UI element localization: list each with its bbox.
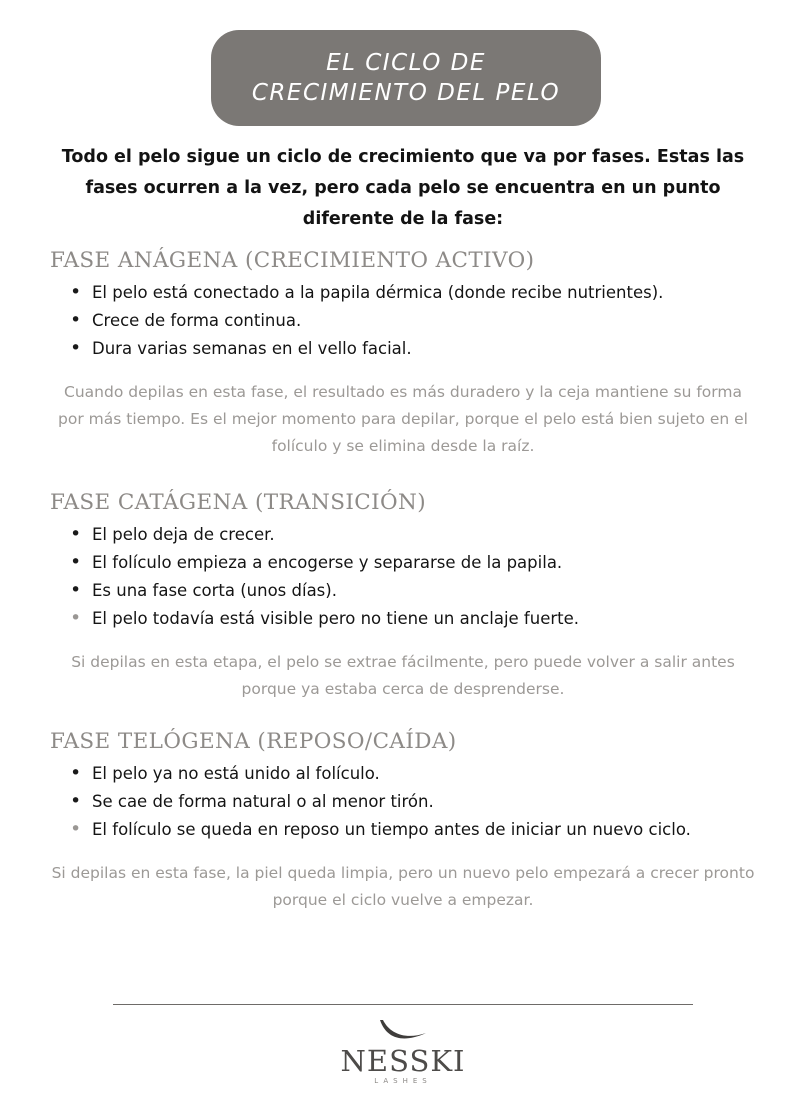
phases-container xyxy=(0,248,806,914)
list-item: • Es una fase corta (unos días). xyxy=(70,577,806,605)
phase-bullet-list xyxy=(0,521,806,633)
phase-note: Cuando depilas en esta fase, el resultado es más duradero y la ceja mantiene su forma por más tiempo. Es el mejor momento para depilar, porque el pelo está bien sujeto en el folículo y se elimina desde la raíz. xyxy=(58,383,748,455)
list-item: • Crece de forma continua. xyxy=(70,307,806,335)
footer xyxy=(0,996,806,1106)
title-line-2: CRECIMIENTO DEL PELO xyxy=(251,80,561,106)
list-item: • El pelo ya no está unido al folículo. xyxy=(70,760,806,788)
list-item: • El folículo empieza a encogerse y separarse de la papila. xyxy=(70,549,806,577)
phase-heading: FASE ANÁGENA (CRECIMIENTO ACTIVO) xyxy=(50,248,535,273)
crescent-lash-icon xyxy=(376,1018,430,1044)
list-item: • El pelo todavía está visible pero no tiene un anclaje fuerte. xyxy=(70,605,806,633)
intro-paragraph: Todo el pelo sigue un ciclo de crecimiento que va por fases. Estas las fases ocurren a la vez, pero cada pelo se encuentra en un punto diferente de la fase: xyxy=(61,147,745,229)
phase-bullet-list xyxy=(0,760,806,844)
phase-heading: FASE CATÁGENA (TRANSICIÓN) xyxy=(50,490,427,515)
list-item: • El pelo deja de crecer. xyxy=(70,521,806,549)
brand-logo xyxy=(0,1018,806,1085)
phase-bullet-list xyxy=(0,279,806,363)
spacer xyxy=(0,703,806,729)
phase-note: Si depilas en esta fase, la piel queda limpia, pero un nuevo pelo empezará a crecer pronto porque el ciclo vuelve a empezar. xyxy=(51,864,755,909)
phase-anagena xyxy=(0,248,806,460)
title-line-1: EL CICLO DE xyxy=(326,50,486,76)
list-item: • El folículo se queda en reposo un tiempo antes de iniciar un nuevo ciclo. xyxy=(70,816,806,844)
spacer xyxy=(0,460,806,490)
brand-tagline: LASHES xyxy=(374,1077,432,1085)
footer-divider xyxy=(113,1004,693,1005)
phase-note: Si depilas en esta etapa, el pelo se extrae fácilmente, pero puede volver a salir antes porque ya estaba cerca de desprenderse. xyxy=(71,653,735,698)
brand-name: NESSKI xyxy=(340,1044,466,1078)
phase-catagena xyxy=(0,490,806,703)
phase-telogena xyxy=(0,729,806,914)
list-item: • Dura varias semanas en el vello facial. xyxy=(70,335,806,363)
title-banner xyxy=(211,30,601,126)
list-item: • El pelo está conectado a la papila dérmica (donde recibe nutrientes). xyxy=(70,279,806,307)
phase-heading: FASE TELÓGENA (REPOSO/CAÍDA) xyxy=(50,729,457,754)
list-item: • Se cae de forma natural o al menor tirón. xyxy=(70,788,806,816)
